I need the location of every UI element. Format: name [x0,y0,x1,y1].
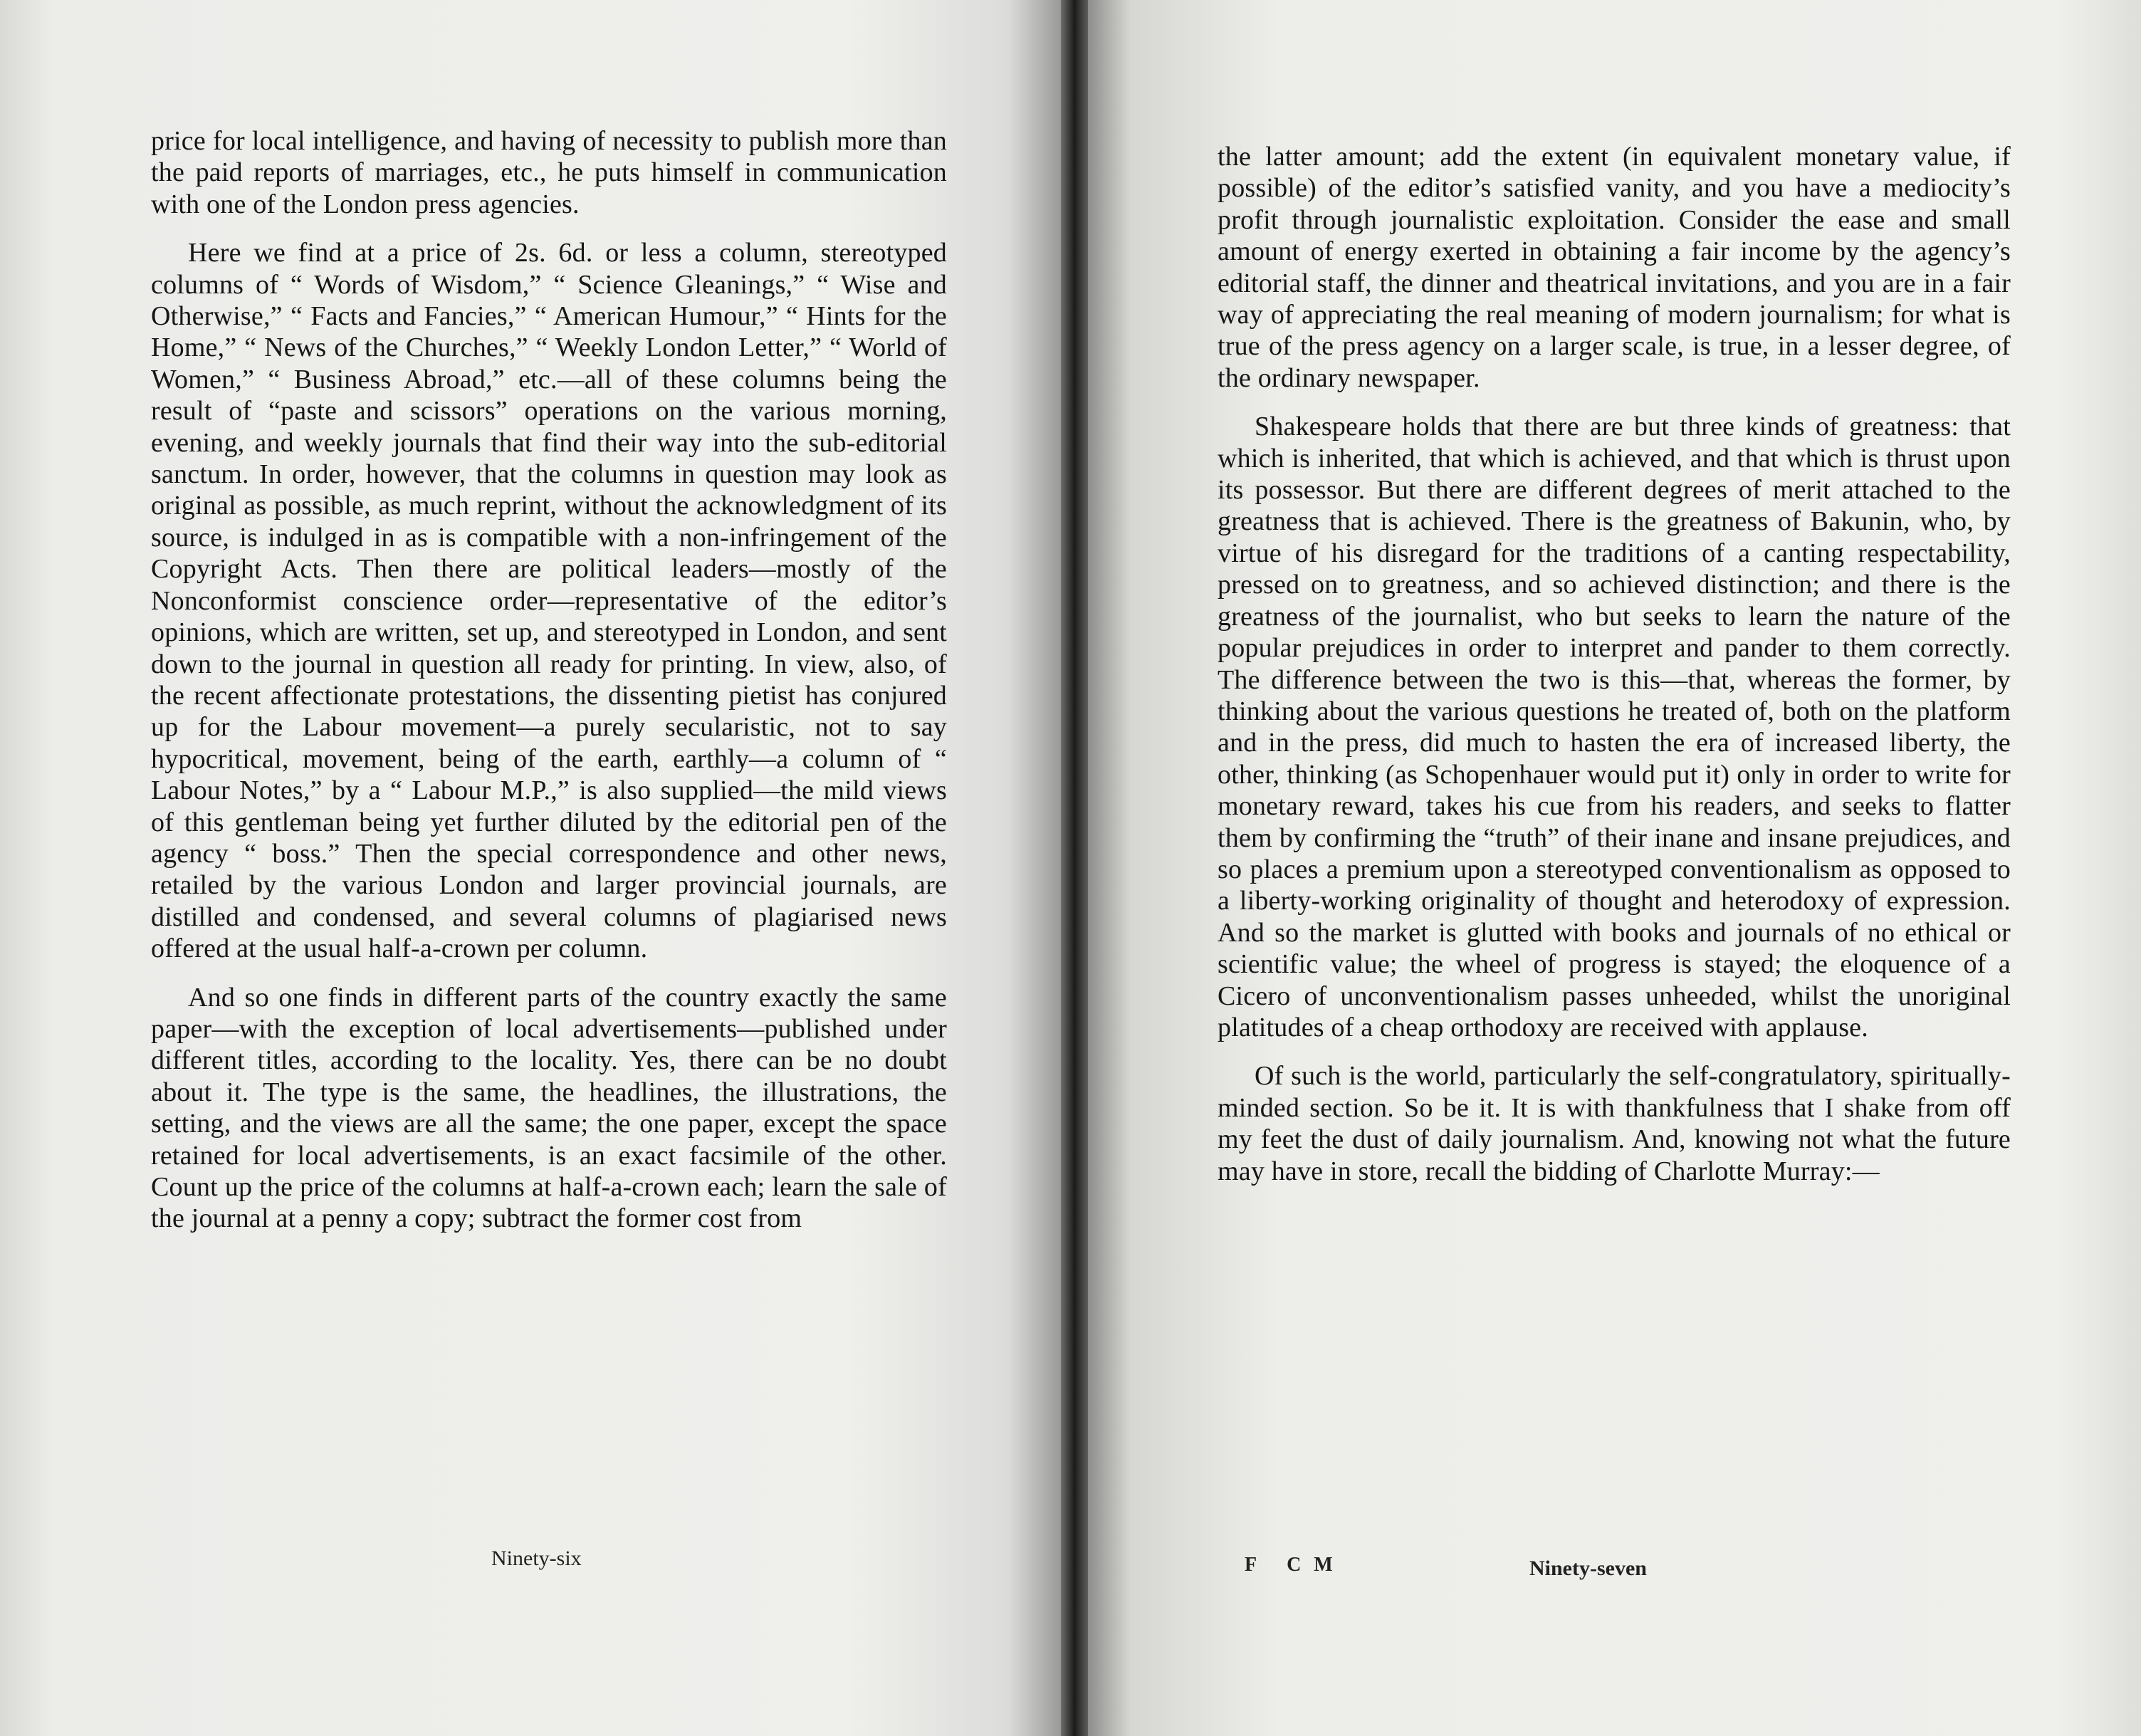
right-paragraph-2: Shakespeare holds that there are but three kinds of greatness: that which is inherited, that which is achieved, and that which is thrust upon its possessor. But there are different degrees of merit attached to the greatness that is achieved. There is the greatness of Bakunin, who, by virtue of his disregard for the traditions of a canting respectability, pressed on to greatness, and so achieved distinction; and there is the greatness of the journalist, who but seeks to learn the nature of the popular prejudices in order to interpret and pander to them correctly. The difference between the two is this—that, whereas the former, by thinking about the various questions he treated of, both on the platform and in the press, did much to hasten the era of increased liberty, the other, thinking (as Schopenhauer would put it) only in order to write for monetary reward, takes his cue from his readers, and seeks to flatter them by confirming the “truth” of their inane and insane prejudices, and so places a premium upon a stereotyped conventionalism as opposed to a liberty-working originality of thought and heterodoxy of expression. And so the market is glutted with books and journals of no ethical or scientific value; the wheel of progress is stayed; the eloquence of a Cicero of unconventionalism passes unheeded, whilst the unoriginal platitudes of a cheap orthodoxy are received with applause. [1218,412,2011,1042]
left-paragraph-3: And so one finds in different parts of the country exactly the same paper—with the exception of local advertisements—published under different titles, according to the locality. Yes, there can be no doubt about it. The type is the same, the headlines, the illustrations, the setting, and the views are all the same; the one paper, except the space retained for local advertisements, is an exact facsimile of the other. Count up the price of the columns at half-a-crown each; learn the sale of the journal at a penny a copy; subtract the former cost from [151,982,947,1234]
left-page [0,0,1061,1736]
left-paragraph-1: price for local intelligence, and having of necessity to publish more than the paid reports of marriages, etc., he puts himself in communication with one of the London press agencies. [151,126,947,219]
right-paragraph-3: Of such is the world, particularly the self-congratulatory, spiritually-minded section. So be it. It is with thankfulness that I shake from off my feet the dust of daily journalism. And, knowing not what the future may have in store, recall the bidding of Charlotte Murray:— [1218,1061,2011,1186]
right-page [1088,0,2141,1736]
left-page-number: Ninety-six [491,1547,582,1570]
right-page-text [1218,141,2011,1187]
right-paragraph-1: the latter amount; add the extent (in equivalent monetary value, if possible) of the editor’s satisfied vanity, and you have a mediocity’s profit through journalistic exploitation. Consider the ease and small amount of energy exerted in obtaining a fair income by the agency’s editorial staff, the dinner and theatrical invitations, and you are in a fair way of appreciating the real meaning of modern journalism; for what is true of the press agency on a larger scale, is true, in a lesser degree, of the ordinary newspaper. [1218,142,2011,393]
printer-signature-mark: F CM [1245,1554,1346,1576]
book-gutter [1061,0,1088,1736]
left-paragraph-2: Here we find at a price of 2s. 6d. or less a column, stereotyped columns of “ Words of Wisdom,” “ Science Gleanings,” “ Wise and Otherwise,” “ Facts and Fancies,” “ American Humour,” “ Hints for the Home,” “ News of the Churches,” “ Weekly London Letter,” “ World of Women,” “ Business Abroad,” etc.—all of these columns being the result of “paste and scissors” operations on the various morning, evening, and weekly journals that find their way into the sub-editorial sanctum. In order, however, that the columns in question may look as original as possible, as much reprint, without the acknowledgment of its source, is indulged in as is compatible with a non-infringement of the Copyright Acts. Then there are political leaders—mostly of the Nonconformist conscience order—representative of the editor’s opinions, which are written, set up, and stereotyped in London, and sent down to the journal in question all ready for printing. In view, also, of the recent affectionate protestations, the dissenting pietist has conjured up for the Labour movement—a purely secularistic, not to say hypocritical, movement, being of the earth, earthly—a column of “ Labour Notes,” by a “ Labour M.P.,” is also supplied—the mild views of this gentleman being yet further diluted by the editorial pen of the agency “ boss.” Then the special correspondence and other news, retailed by the various London and larger provincial journals, are distilled and condensed, and several columns of plagiarised news offered at the usual half-a-crown per column. [151,238,947,964]
right-page-number: Ninety-seven [1529,1557,1647,1580]
left-page-text [151,125,947,1235]
